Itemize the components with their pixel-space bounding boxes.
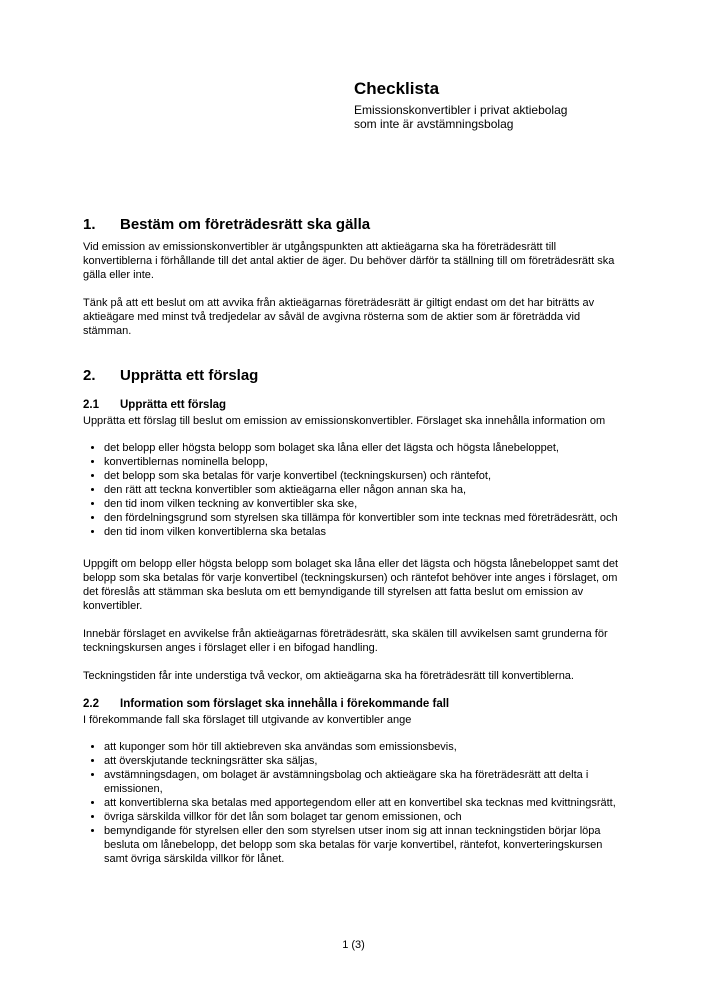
section-2-1-paragraph-2: Innebär förslaget en avvikelse från aktieägarnas företrädesrätt, ska skälen till avvikelsen samt grunderna för teckningskursen anges i förslaget eller i en bifogad handling. [83,628,608,654]
list-item: • konvertiblernas nominella belopp, [104,455,626,469]
section-2-2-heading [83,697,626,711]
section-2-number: 2. [83,367,96,384]
section-2-2-title: Information som förslaget ska innehålla i förekommande fall [120,698,450,710]
section-2-1-heading [83,398,626,412]
list-item: • bemyndigande för styrelsen eller den som styrelsen utser inom sig att innan teckningstiden börjar löpa besluta om lånebelopp, det belopp som ska betalas för varje konvertibel, räntefot, konverteringskursen samt övriga särskilda villkor för lånet. [104,824,626,866]
document-title: Checklista [354,79,440,98]
list-item: • det belopp som ska betalas för varje konvertibel (teckningskursen) och räntefot, [104,469,626,483]
section-2-1-bullet-list [83,441,626,539]
list-item: • den rätt att teckna konvertibler som aktieägarna eller någon annan ska ha, [104,483,626,497]
list-item: • att kuponger som hör till aktiebreven ska användas som emissionsbevis, [104,740,626,754]
section-2-2-number: 2.2 [83,698,99,710]
list-item: • den tid inom vilken teckning av konvertibler ska ske, [104,497,626,511]
list-item: • avstämningsdagen, om bolaget är avstämningsbolag och aktieägare ska ha företrädesrätt att delta i emissionen, [104,768,626,796]
section-2-heading [83,366,626,386]
section-1-title: Bestäm om företrädesrätt ska gälla [120,216,371,233]
document-header [354,79,644,131]
list-item: • att överskjutande teckningsrätter ska säljas, [104,754,626,768]
section-2-1-intro: Upprätta ett förslag till beslut om emission av emissionskonvertibler. Förslaget ska innehålla information om [83,415,606,427]
section-2-1-number: 2.1 [83,399,99,411]
section-1-paragraph-1: Vid emission av emissionskonvertibler är utgångspunkten att aktieägarna ska ha företrädesrätt till konvertiblerna i förhållande till det antal aktier de äger. Du behöver därför ta ställning till om företrädesrätt ska gälla eller inte. [83,241,615,281]
section-2-1-paragraph-1: Uppgift om belopp eller högsta belopp som bolaget ska låna eller det lägsta och högsta lånebeloppet samt det belopp som ska betalas för varje konvertibel (teckningskursen) och räntefot behöver inte anges i förslaget, om det föreslås att stämman ska besluta om ett bemyndigande till styrelsen att fatta beslut om emission av konvertibler. [83,558,619,612]
list-item: • övriga särskilda villkor för det lån som bolaget tar genom emissionen, och [104,810,626,824]
page-number: 1 (3) [342,939,365,951]
section-1-number: 1. [83,216,96,233]
list-item: • att konvertiblerna ska betalas med apportegendom eller att en konvertibel ska tecknas med kvittningsrätt, [104,796,626,810]
document-subtitle [354,103,644,131]
document-body [83,215,626,880]
section-2-title: Upprätta ett förslag [120,367,259,384]
document-subtitle-line-2: som inte är avstämningsbolag [354,117,514,131]
section-1-heading [83,215,626,235]
section-2-2-bullet-list [83,740,626,866]
document-subtitle-line-1: Emissionskonvertibler i privat aktiebolag [354,103,568,117]
section-2-1-paragraph-3: Teckningstiden får inte understiga två veckor, om aktieägarna ska ha företrädesrätt till konvertiblerna. [83,670,574,682]
list-item: • den tid inom vilken konvertiblerna ska betalas [104,525,626,539]
section-1-paragraph-2: Tänk på att ett beslut om att avvika från aktieägarnas företrädesrätt är giltigt endast om det har biträtts av aktieägare med minst två tredjedelar av såväl de avgivna rösterna som de aktier som är företrädda vid stämman. [83,297,595,337]
list-item: • det belopp eller högsta belopp som bolaget ska låna eller det lägsta och högsta lånebeloppet, [104,441,626,455]
section-2-1-title: Upprätta ett förslag [120,399,227,411]
list-item: • den fördelningsgrund som styrelsen ska tillämpa för konvertibler som inte tecknas med företrädesrätt, och [104,511,626,525]
section-2-2-intro: I förekommande fall ska förslaget till utgivande av konvertibler ange [83,714,412,726]
